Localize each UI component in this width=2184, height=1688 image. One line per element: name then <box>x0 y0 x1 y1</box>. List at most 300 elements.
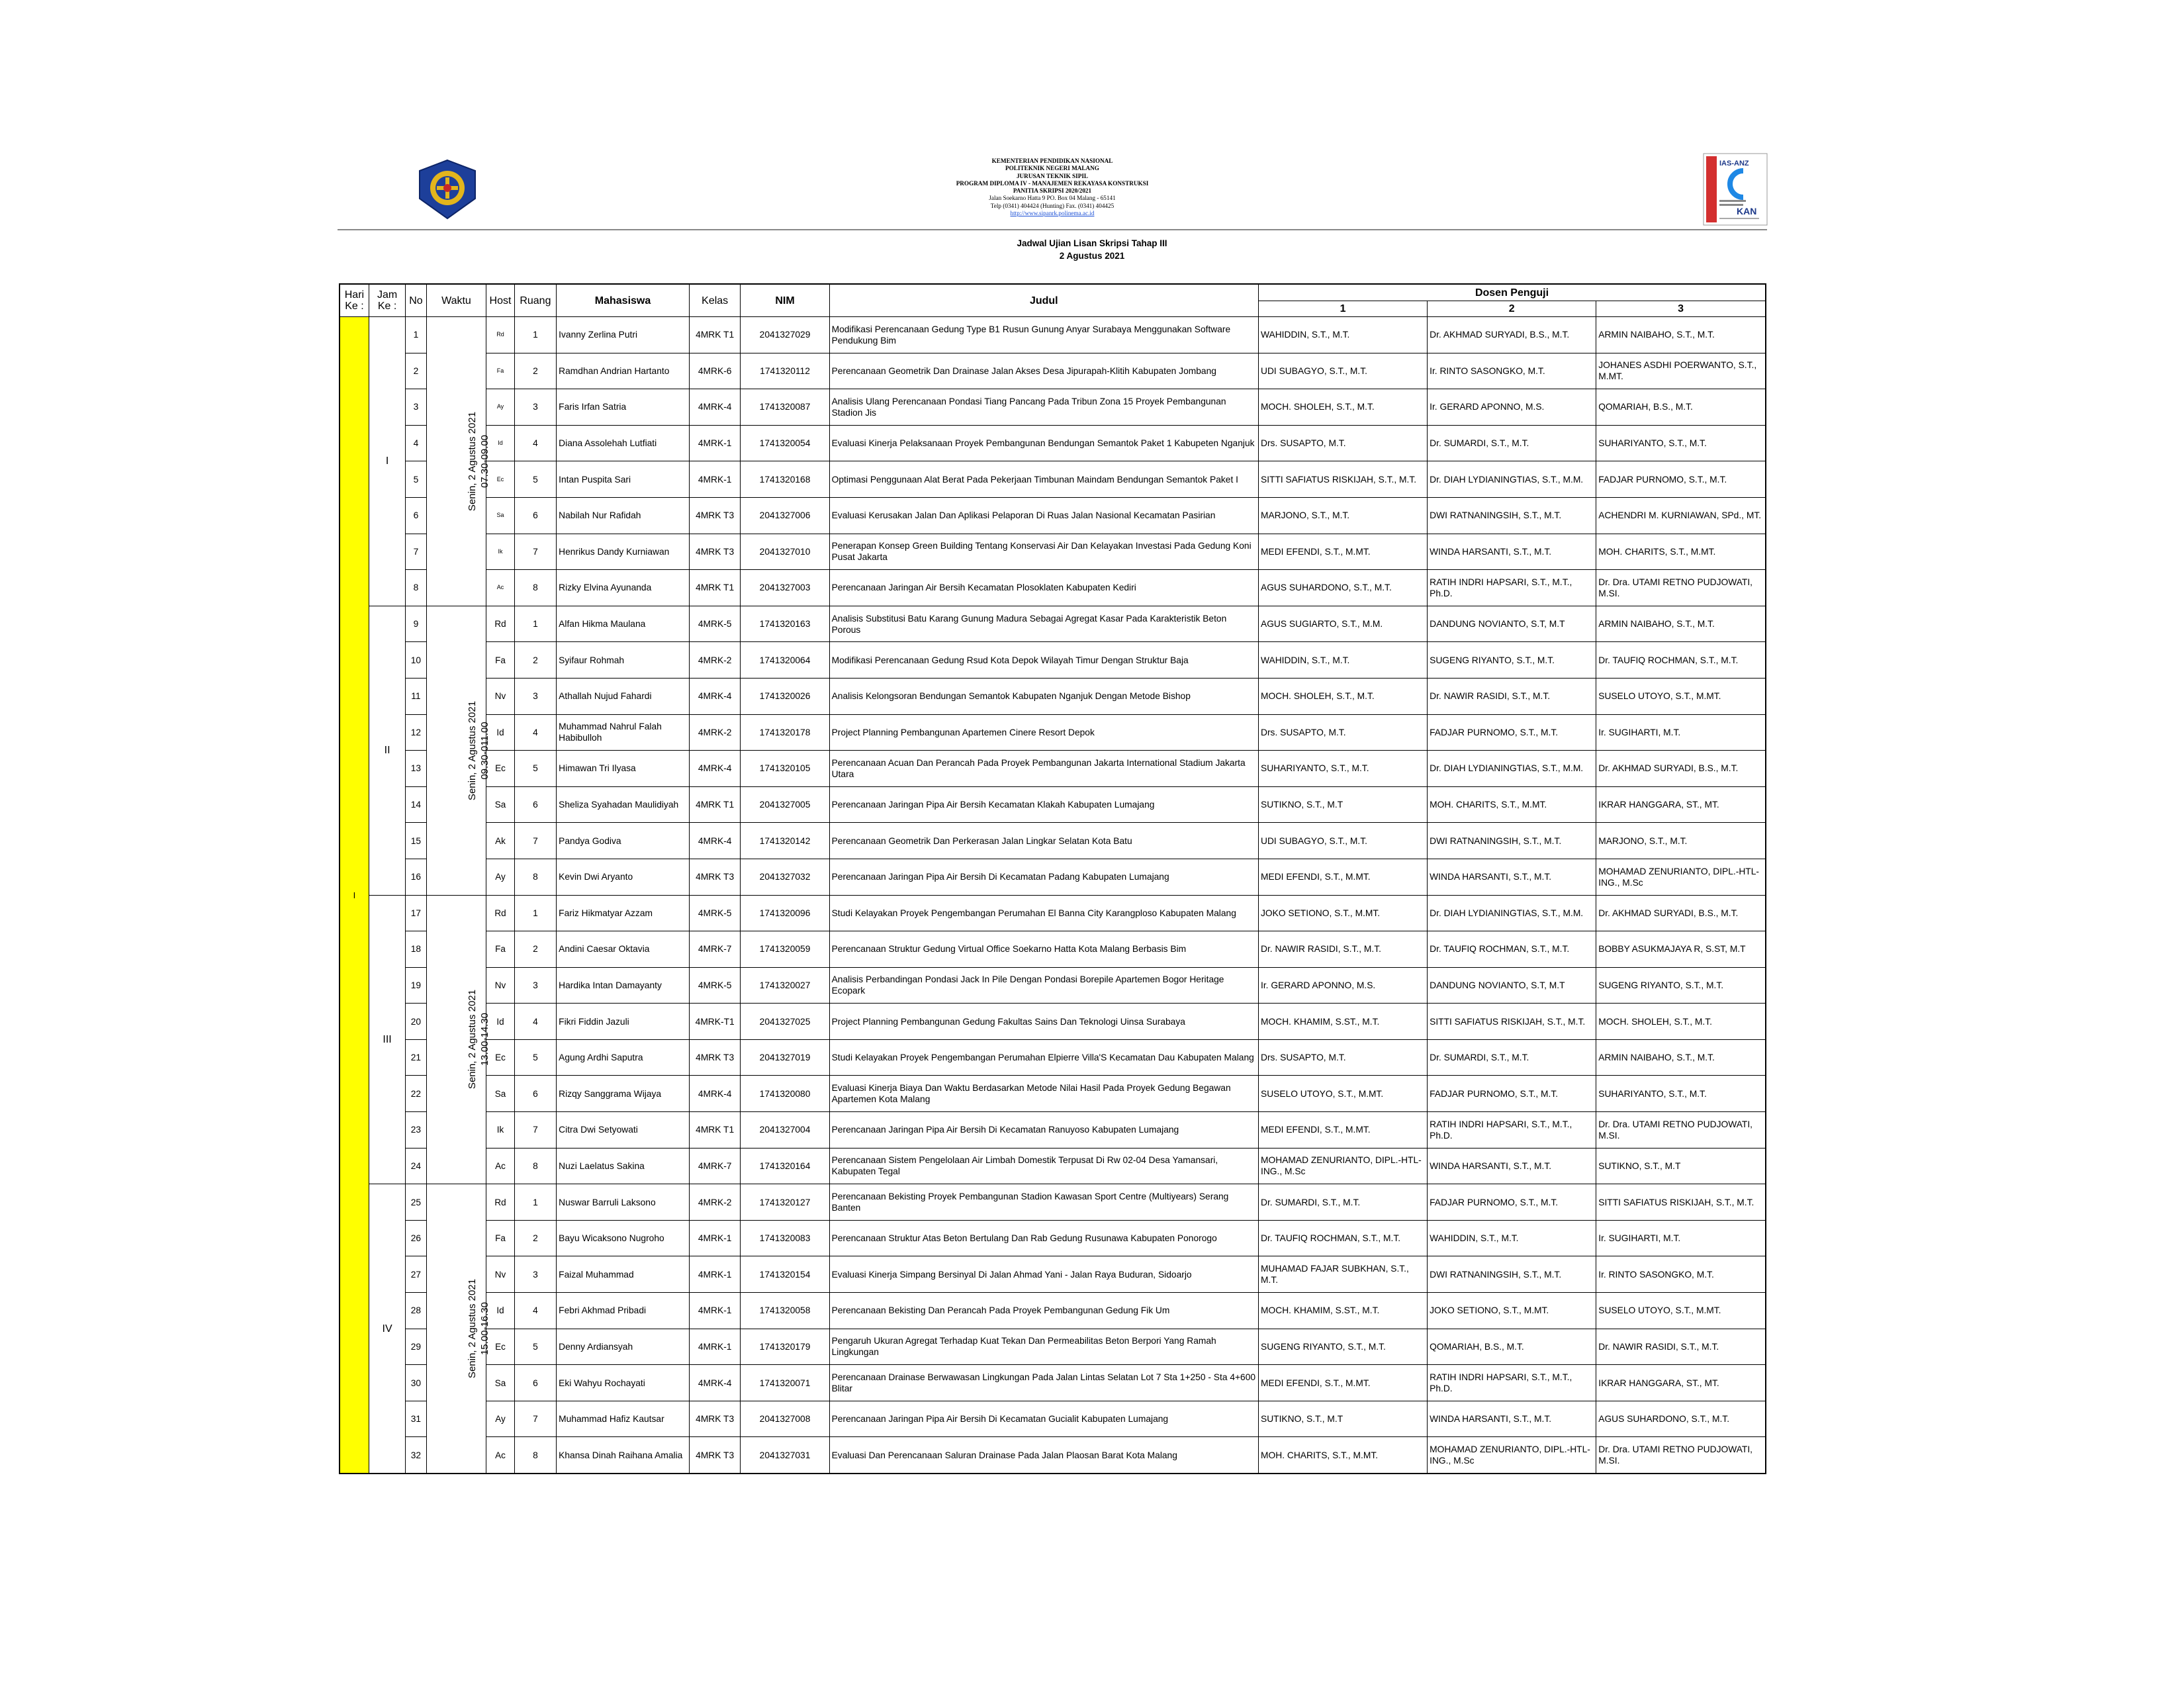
host-code: Ec <box>486 461 514 498</box>
student-nim: 1741320059 <box>741 931 829 968</box>
room-number: 8 <box>514 1437 557 1474</box>
row-number: 26 <box>406 1220 426 1256</box>
examiner-2: Dr. NAWIR RASIDI, S.T., M.T. <box>1428 678 1596 714</box>
kan-label: KAN <box>1737 206 1757 216</box>
thesis-title: Perencanaan Bekisting Proyek Pembangunan Stadion Kawasan Sport Centre (Multiyears) Serang Banten <box>829 1184 1258 1221</box>
thesis-title: Perencanaan Jaringan Pipa Air Bersih Di Kecamatan Gucialit Kabupaten Lumajang <box>829 1401 1258 1437</box>
letterhead <box>338 147 1767 232</box>
examiner-3: MARJONO, S.T., M.T. <box>1596 823 1766 859</box>
student-name: Fikri Fiddin Jazuli <box>557 1004 690 1040</box>
examiner-1: MEDI EFENDI, S.T., M.MT. <box>1259 1112 1428 1149</box>
examiner-2: FADJAR PURNOMO, S.T., M.T. <box>1428 1184 1596 1221</box>
examiner-3: QOMARIAH, B.S., M.T. <box>1596 389 1766 426</box>
examiner-1: SITTI SAFIATUS RISKIJAH, S.T., M.T. <box>1259 461 1428 498</box>
examiner-2: WINDA HARSANTI, S.T., M.T. <box>1428 1148 1596 1184</box>
room-number: 7 <box>514 823 557 859</box>
thesis-title: Perencanaan Acuan Dan Perancah Pada Proyek Pembangunan Jakarta International Stadium Jakarta Utara <box>829 751 1258 787</box>
host-code: Id <box>486 714 514 751</box>
examiner-1: MEDI EFENDI, S.T., M.MT. <box>1259 534 1428 570</box>
row-number: 14 <box>406 786 426 823</box>
row-number: 18 <box>406 931 426 968</box>
host-code: Nv <box>486 967 514 1004</box>
examiner-2: QOMARIAH, B.S., M.T. <box>1428 1329 1596 1365</box>
session-time-label <box>466 990 491 1089</box>
student-name: Muhammad Hafiz Kautsar <box>557 1401 690 1437</box>
examiner-3: ARMIN NAIBAHO, S.T., M.T. <box>1596 317 1766 353</box>
table-row <box>340 1220 1766 1256</box>
examiner-1: AGUS SUGIARTO, S.T., M.M. <box>1259 606 1428 642</box>
examiner-2: Dr. AKHMAD SURYADI, B.S., M.T. <box>1428 317 1596 353</box>
session-time <box>426 317 490 606</box>
host-code: Fa <box>486 1220 514 1256</box>
schedule-body <box>340 317 1766 1474</box>
examiner-3: ACHENDRI M. KURNIAWAN, SPd., MT. <box>1596 497 1766 534</box>
student-nim: 1741320112 <box>741 353 829 389</box>
room-number: 3 <box>514 1256 557 1293</box>
class-code: 4MRK-4 <box>689 823 741 859</box>
row-number: 7 <box>406 534 426 570</box>
examiner-2: WINDA HARSANTI, S.T., M.T. <box>1428 1401 1596 1437</box>
class-code: 4MRK T3 <box>689 497 741 534</box>
student-name: Athallah Nujud Fahardi <box>557 678 690 714</box>
class-code: 4MRK-7 <box>689 1148 741 1184</box>
host-code: Nv <box>486 678 514 714</box>
session-time-label <box>466 701 491 800</box>
examiner-1: MEDI EFENDI, S.T., M.MT. <box>1259 1365 1428 1401</box>
thesis-title: Studi Kelayakan Proyek Pengembangan Perumahan El Banna City Karangploso Kabupaten Malang <box>829 895 1258 931</box>
student-nim: 1741320080 <box>741 1076 829 1112</box>
host-code: Nv <box>486 1256 514 1293</box>
student-nim: 1741320163 <box>741 606 829 642</box>
host-code: Id <box>486 425 514 461</box>
class-code: 4MRK-T1 <box>689 1004 741 1040</box>
examiner-1: MOCH. KHAMIM, S.ST., M.T. <box>1259 1293 1428 1329</box>
thesis-title: Evaluasi Kinerja Simpang Bersinyal Di Jalan Ahmad Yani - Jalan Raya Buduran, Sidoarjo <box>829 1256 1258 1293</box>
class-code: 4MRK T1 <box>689 1112 741 1149</box>
class-code: 4MRK-1 <box>689 1293 741 1329</box>
thesis-title: Penerapan Konsep Green Building Tentang Konservasi Air Dan Kelayakan Investasi Pada Gedung Koni Pusat Jakarta <box>829 534 1258 570</box>
header-dosen-penguji: Dosen Penguji <box>1259 284 1766 301</box>
table-row <box>340 678 1766 714</box>
table-row <box>340 1256 1766 1293</box>
thesis-title: Modifikasi Perencanaan Gedung Type B1 Rusun Gunung Anyar Surabaya Menggunakan Software Pendukung Bim <box>829 317 1258 353</box>
student-name: Kevin Dwi Aryanto <box>557 859 690 895</box>
letterhead-line: JURUSAN TEKNIK SIPIL <box>1016 172 1089 179</box>
student-nim: 2041327019 <box>741 1039 829 1076</box>
host-code: Fa <box>486 931 514 968</box>
thesis-title: Modifikasi Perencanaan Gedung Rsud Kota Depok Wilayah Timur Dengan Struktur Baja <box>829 642 1258 679</box>
examiner-2: RATIH INDRI HAPSARI, S.T., M.T., Ph.D. <box>1428 570 1596 606</box>
header-hari: Hari Ke : <box>340 284 369 317</box>
examiner-3: AGUS SUHARDONO, S.T., M.T. <box>1596 1401 1766 1437</box>
letterhead-divider <box>338 229 1767 230</box>
examiner-2: WINDA HARSANTI, S.T., M.T. <box>1428 859 1596 895</box>
table-row <box>340 1329 1766 1365</box>
student-name: Intan Puspita Sari <box>557 461 690 498</box>
table-row <box>340 1437 1766 1474</box>
letterhead-text <box>338 158 1767 217</box>
examiner-2: JOKO SETIONO, S.T., M.MT. <box>1428 1293 1596 1329</box>
class-code: 4MRK-1 <box>689 1220 741 1256</box>
room-number: 2 <box>514 353 557 389</box>
session-number: II <box>369 606 405 895</box>
host-code: Rd <box>486 895 514 931</box>
table-row <box>340 751 1766 787</box>
examiner-1: WAHIDDIN, S.T., M.T. <box>1259 642 1428 679</box>
room-number: 6 <box>514 1076 557 1112</box>
table-row <box>340 1112 1766 1149</box>
row-number: 3 <box>406 389 426 426</box>
student-name: Nuzi Laelatus Sakina <box>557 1148 690 1184</box>
examiner-1: UDI SUBAGYO, S.T., M.T. <box>1259 823 1428 859</box>
student-name: Denny Ardiansyah <box>557 1329 690 1365</box>
class-code: 4MRK-4 <box>689 1076 741 1112</box>
examiner-2: DWI RATNANINGSIH, S.T., M.T. <box>1428 497 1596 534</box>
thesis-title: Analisis Ulang Perencanaan Pondasi Tiang Pancang Pada Tribun Zona 15 Proyek Pembangunan Stadion Jis <box>829 389 1258 426</box>
examiner-1: SUTIKNO, S.T., M.T <box>1259 1401 1428 1437</box>
student-name: Agung Ardhi Saputra <box>557 1039 690 1076</box>
table-row <box>340 497 1766 534</box>
table-row <box>340 1293 1766 1329</box>
examiner-2: Dr. TAUFIQ ROCHMAN, S.T., M.T. <box>1428 931 1596 968</box>
room-number: 3 <box>514 967 557 1004</box>
examiner-1: JOKO SETIONO, S.T., M.MT. <box>1259 895 1428 931</box>
session-hours: 15.00-16.30 <box>478 1302 490 1356</box>
student-name: Ivanny Zerlina Putri <box>557 317 690 353</box>
header-penguji-1: 1 <box>1259 301 1428 317</box>
student-nim: 2041327006 <box>741 497 829 534</box>
examiner-1: SUHARIYANTO, S.T., M.T. <box>1259 751 1428 787</box>
host-code: Ik <box>486 1112 514 1149</box>
table-row <box>340 389 1766 426</box>
student-name: Syifaur Rohmah <box>557 642 690 679</box>
host-code: Fa <box>486 353 514 389</box>
class-code: 4MRK-2 <box>689 642 741 679</box>
student-name: Nabilah Nur Rafidah <box>557 497 690 534</box>
row-number: 20 <box>406 1004 426 1040</box>
examiner-3: IKRAR HANGGARA, ST., MT. <box>1596 786 1766 823</box>
thesis-title: Perencanaan Jaringan Air Bersih Kecamatan Plosoklaten Kabupaten Kediri <box>829 570 1258 606</box>
student-nim: 2041327025 <box>741 1004 829 1040</box>
examiner-2: SUGENG RIYANTO, S.T., M.T. <box>1428 642 1596 679</box>
thesis-title: Perencanaan Drainase Berwawasan Lingkungan Pada Jalan Lintas Selatan Lot 7 Sta 1+250 - Sta 4+600 Blitar <box>829 1365 1258 1401</box>
session-date: Senin, 2 Agustus 2021 <box>466 990 478 1090</box>
room-number: 4 <box>514 1004 557 1040</box>
class-code: 4MRK T3 <box>689 1401 741 1437</box>
room-number: 5 <box>514 1329 557 1365</box>
student-nim: 1741320096 <box>741 895 829 931</box>
student-name: Faizal Muhammad <box>557 1256 690 1293</box>
host-code: Ec <box>486 1039 514 1076</box>
session-number: IV <box>369 1184 405 1474</box>
host-code: Ay <box>486 389 514 426</box>
examiner-2: FADJAR PURNOMO, S.T., M.T. <box>1428 1076 1596 1112</box>
day-cell: I <box>340 317 369 1474</box>
row-number: 32 <box>406 1437 426 1474</box>
examiner-3: SUSELO UTOYO, S.T., M.MT. <box>1596 1293 1766 1329</box>
examiner-1: UDI SUBAGYO, S.T., M.T. <box>1259 353 1428 389</box>
examiner-2: WINDA HARSANTI, S.T., M.T. <box>1428 534 1596 570</box>
host-code: Ac <box>486 1437 514 1474</box>
letterhead-line: PROGRAM DIPLOMA IV - MANAJEMEN REKAYASA KONSTRUKSI <box>956 179 1149 187</box>
examiner-3: Dr. AKHMAD SURYADI, B.S., M.T. <box>1596 751 1766 787</box>
examiner-2: DWI RATNANINGSIH, S.T., M.T. <box>1428 1256 1596 1293</box>
host-code: Sa <box>486 497 514 534</box>
thesis-title: Perencanaan Geometrik Dan Perkerasan Jalan Lingkar Selatan Kota Batu <box>829 823 1258 859</box>
class-code: 4MRK-5 <box>689 606 741 642</box>
examiner-1: Drs. SUSAPTO, M.T. <box>1259 714 1428 751</box>
examiner-2: Dr. DIAH LYDIANINGTIAS, S.T., M.M. <box>1428 461 1596 498</box>
class-code: 4MRK-2 <box>689 1184 741 1221</box>
examiner-1: Dr. SUMARDI, S.T., M.T. <box>1259 1184 1428 1221</box>
examiner-3: Ir. RINTO SASONGKO, M.T. <box>1596 1256 1766 1293</box>
examiner-2: RATIH INDRI HAPSARI, S.T., M.T., Ph.D. <box>1428 1112 1596 1149</box>
examiner-1: Ir. GERARD APONNO, M.S. <box>1259 967 1428 1004</box>
thesis-title: Evaluasi Dan Perencanaan Saluran Drainase Pada Jalan Plaosan Barat Kota Malang <box>829 1437 1258 1474</box>
row-number: 15 <box>406 823 426 859</box>
room-number: 4 <box>514 1293 557 1329</box>
class-code: 4MRK-4 <box>689 1365 741 1401</box>
student-nim: 1741320027 <box>741 967 829 1004</box>
examiner-1: SUSELO UTOYO, S.T., M.MT. <box>1259 1076 1428 1112</box>
student-nim: 1741320164 <box>741 1148 829 1184</box>
thesis-title: Perencanaan Geometrik Dan Drainase Jalan Akses Desa Jipurapah-Klitih Kabupaten Jombang <box>829 353 1258 389</box>
examiner-2: DANDUNG NOVIANTO, S.T, M.T <box>1428 967 1596 1004</box>
room-number: 8 <box>514 1148 557 1184</box>
class-code: 4MRK-2 <box>689 714 741 751</box>
examiner-3: BOBBY ASUKMAJAYA R, S.ST, M.T <box>1596 931 1766 968</box>
row-number: 25 <box>406 1184 426 1221</box>
row-number: 30 <box>406 1365 426 1401</box>
session-date: Senin, 2 Agustus 2021 <box>466 411 478 511</box>
examiner-3: ARMIN NAIBAHO, S.T., M.T. <box>1596 606 1766 642</box>
room-number: 5 <box>514 461 557 498</box>
letterhead-phone: Telp (0341) 404424 (Hunting) Fax. (0341) 404425 <box>990 202 1115 209</box>
letterhead-line: PANITIA SKRIPSI 2020/2021 <box>1013 187 1092 195</box>
student-nim: 2041327031 <box>741 1437 829 1474</box>
table-row <box>340 1401 1766 1437</box>
student-name: Eki Wahyu Rochayati <box>557 1365 690 1401</box>
room-number: 1 <box>514 606 557 642</box>
table-row <box>340 967 1766 1004</box>
examiner-3: FADJAR PURNOMO, S.T., M.T. <box>1596 461 1766 498</box>
schedule-title: Jadwal Ujian Lisan Skripsi Tahap III <box>1017 238 1167 248</box>
header-judul: Judul <box>829 284 1258 317</box>
examiner-3: SUHARIYANTO, S.T., M.T. <box>1596 425 1766 461</box>
class-code: 4MRK T1 <box>689 570 741 606</box>
student-name: Muhammad Nahrul Falah Habibulloh <box>557 714 690 751</box>
session-time <box>426 606 490 895</box>
table-row <box>340 570 1766 606</box>
session-date: Senin, 2 Agustus 2021 <box>466 700 478 800</box>
table-row <box>340 859 1766 895</box>
class-code: 4MRK T3 <box>689 1039 741 1076</box>
letterhead-line: KEMENTERIAN PENDIDIKAN NASIONAL <box>991 158 1113 164</box>
table-row <box>340 1148 1766 1184</box>
host-code: Ec <box>486 751 514 787</box>
student-name: Henrikus Dandy Kurniawan <box>557 534 690 570</box>
session-time-label <box>466 1279 491 1378</box>
room-number: 3 <box>514 389 557 426</box>
row-number: 12 <box>406 714 426 751</box>
table-row <box>340 1184 1766 1221</box>
row-number: 13 <box>406 751 426 787</box>
student-name: Pandya Godiva <box>557 823 690 859</box>
class-code: 4MRK-7 <box>689 931 741 968</box>
thesis-title: Optimasi Penggunaan Alat Berat Pada Pekerjaan Timbunan Maindam Bendungan Semantok Paket I <box>829 461 1258 498</box>
header-penguji-2: 2 <box>1428 301 1596 317</box>
examiner-1: MUHAMAD FAJAR SUBKHAN, S.T., M.T. <box>1259 1256 1428 1293</box>
examiner-2: Dr. DIAH LYDIANINGTIAS, S.T., M.M. <box>1428 895 1596 931</box>
examiner-1: SUTIKNO, S.T., M.T <box>1259 786 1428 823</box>
student-nim: 2041327008 <box>741 1401 829 1437</box>
row-number: 4 <box>406 425 426 461</box>
student-name: Diana Assolehah Lutfiati <box>557 425 690 461</box>
room-number: 8 <box>514 859 557 895</box>
table-row <box>340 461 1766 498</box>
examiner-3: MOHAMAD ZENURIANTO, DIPL.-HTL-ING., M.Sc <box>1596 859 1766 895</box>
examiner-2: WAHIDDIN, S.T., M.T. <box>1428 1220 1596 1256</box>
student-nim: 1741320179 <box>741 1329 829 1365</box>
row-number: 16 <box>406 859 426 895</box>
examiner-3: MOH. CHARITS, S.T., M.MT. <box>1596 534 1766 570</box>
examiner-1: MOHAMAD ZENURIANTO, DIPL.-HTL-ING., M.Sc <box>1259 1148 1428 1184</box>
row-number: 10 <box>406 642 426 679</box>
student-name: Alfan Hikma Maulana <box>557 606 690 642</box>
thesis-title: Perencanaan Struktur Gedung Virtual Office Soekarno Hatta Kota Malang Berbasis Bim <box>829 931 1258 968</box>
row-number: 17 <box>406 895 426 931</box>
examiner-2: Dr. DIAH LYDIANINGTIAS, S.T., M.M. <box>1428 751 1596 787</box>
thesis-title: Perencanaan Jaringan Pipa Air Bersih Kecamatan Klakah Kabupaten Lumajang <box>829 786 1258 823</box>
thesis-title: Pengaruh Ukuran Agregat Terhadap Kuat Tekan Dan Permeabilitas Beton Berpori Yang Ramah Lingkungan <box>829 1329 1258 1365</box>
examiner-1: MEDI EFENDI, S.T., M.MT. <box>1259 859 1428 895</box>
student-nim: 1741320168 <box>741 461 829 498</box>
thesis-title: Analisis Perbandingan Pondasi Jack In Pile Dengan Pondasi Borepile Apartemen Bogor Heritage Ecopark <box>829 967 1258 1004</box>
host-code: Sa <box>486 1076 514 1112</box>
student-nim: 1741320026 <box>741 678 829 714</box>
row-number: 11 <box>406 678 426 714</box>
examiner-3: Ir. SUGIHARTI, M.T. <box>1596 714 1766 751</box>
table-row <box>340 1365 1766 1401</box>
examiner-1: MOCH. SHOLEH, S.T., M.T. <box>1259 678 1428 714</box>
table-row <box>340 317 1766 353</box>
room-number: 4 <box>514 714 557 751</box>
host-code: Rd <box>486 317 514 353</box>
student-nim: 1741320142 <box>741 823 829 859</box>
class-code: 4MRK T3 <box>689 859 741 895</box>
student-nim: 1741320087 <box>741 389 829 426</box>
table-row <box>340 1004 1766 1040</box>
class-code: 4MRK-6 <box>689 353 741 389</box>
student-name: Andini Caesar Oktavia <box>557 931 690 968</box>
header-host: Host <box>486 284 514 317</box>
table-row <box>340 606 1766 642</box>
class-code: 4MRK-1 <box>689 1256 741 1293</box>
row-number: 29 <box>406 1329 426 1365</box>
session-date: Senin, 2 Agustus 2021 <box>466 1279 478 1379</box>
student-nim: 1741320154 <box>741 1256 829 1293</box>
row-number: 28 <box>406 1293 426 1329</box>
student-name: Febri Akhmad Pribadi <box>557 1293 690 1329</box>
class-code: 4MRK-5 <box>689 967 741 1004</box>
thesis-title: Perencanaan Struktur Atas Beton Bertulang Dan Rab Gedung Rusunawa Kabupaten Ponorogo <box>829 1220 1258 1256</box>
host-code: Sa <box>486 786 514 823</box>
host-code: Id <box>486 1004 514 1040</box>
examiner-1: Drs. SUSAPTO, M.T. <box>1259 425 1428 461</box>
examiner-2: FADJAR PURNOMO, S.T., M.T. <box>1428 714 1596 751</box>
room-number: 1 <box>514 317 557 353</box>
student-nim: 1741320058 <box>741 1293 829 1329</box>
thesis-title: Project Planning Pembangunan Apartemen Cinere Resort Depok <box>829 714 1258 751</box>
examiner-1: AGUS SUHARDONO, S.T., M.T. <box>1259 570 1428 606</box>
row-number: 1 <box>406 317 426 353</box>
session-time <box>426 895 490 1184</box>
class-code: 4MRK-1 <box>689 461 741 498</box>
room-number: 2 <box>514 1220 557 1256</box>
thesis-title: Perencanaan Bekisting Dan Perancah Pada Proyek Pembangunan Gedung Fik Um <box>829 1293 1258 1329</box>
examiner-3: SUTIKNO, S.T., M.T <box>1596 1148 1766 1184</box>
class-code: 4MRK-5 <box>689 895 741 931</box>
student-name: Citra Dwi Setyowati <box>557 1112 690 1149</box>
thesis-title: Evaluasi Kinerja Biaya Dan Waktu Berdasarkan Metode Nilai Hasil Pada Proyek Gedung Begawan Apartemen Kota Malang <box>829 1076 1258 1112</box>
room-number: 1 <box>514 1184 557 1221</box>
thesis-title: Perencanaan Jaringan Pipa Air Bersih Di Kecamatan Ranuyoso Kabupaten Lumajang <box>829 1112 1258 1149</box>
session-hours: 09.30-011.00 <box>478 721 490 780</box>
row-number: 21 <box>406 1039 426 1076</box>
student-nim: 2041327003 <box>741 570 829 606</box>
student-nim: 2041327005 <box>741 786 829 823</box>
thesis-title: Studi Kelayakan Proyek Pengembangan Perumahan Elpierre Villa'S Kecamatan Dau Kabupaten Malang <box>829 1039 1258 1076</box>
student-nim: 1741320178 <box>741 714 829 751</box>
table-row <box>340 1039 1766 1076</box>
thesis-title: Evaluasi Kerusakan Jalan Dan Aplikasi Pelaporan Di Ruas Jalan Nasional Kecamatan Pasirian <box>829 497 1258 534</box>
examiner-3: Ir. SUGIHARTI, M.T. <box>1596 1220 1766 1256</box>
examiner-2: Dr. SUMARDI, S.T., M.T. <box>1428 1039 1596 1076</box>
examiner-2: MOH. CHARITS, S.T., M.MT. <box>1428 786 1596 823</box>
row-number: 6 <box>406 497 426 534</box>
examiner-1: Dr. NAWIR RASIDI, S.T., M.T. <box>1259 931 1428 968</box>
examiner-1: Drs. SUSAPTO, M.T. <box>1259 1039 1428 1076</box>
examiner-2: DANDUNG NOVIANTO, S.T, M.T <box>1428 606 1596 642</box>
schedule-date: 2 Agustus 2021 <box>1059 251 1125 261</box>
letterhead-line: POLITEKNIK NEGERI MALANG <box>1005 165 1099 172</box>
session-number: I <box>369 317 405 606</box>
examiner-3: IKRAR HANGGARA, ST., MT. <box>1596 1365 1766 1401</box>
table-row <box>340 534 1766 570</box>
student-name: Rizky Elvina Ayunanda <box>557 570 690 606</box>
student-nim: 2041327004 <box>741 1112 829 1149</box>
examiner-1: MARJONO, S.T., M.T. <box>1259 497 1428 534</box>
examiner-3: Dr. NAWIR RASIDI, S.T., M.T. <box>1596 1329 1766 1365</box>
class-code: 4MRK-1 <box>689 1329 741 1365</box>
thesis-title: Perencanaan Sistem Pengelolaan Air Limbah Domestik Terpusat Di Rw 02-04 Desa Yamansari, Kabupaten Tegal <box>829 1148 1258 1184</box>
student-name: Ramdhan Andrian Hartanto <box>557 353 690 389</box>
host-code: Ec <box>486 1329 514 1365</box>
examiner-2: Dr. SUMARDI, S.T., M.T. <box>1428 425 1596 461</box>
host-code: Rd <box>486 1184 514 1221</box>
letterhead-link[interactable]: http://www.sipanrk.polinema.ac.id <box>1010 210 1095 217</box>
row-number: 24 <box>406 1148 426 1184</box>
row-number: 27 <box>406 1256 426 1293</box>
session-time <box>426 1184 490 1474</box>
student-nim: 1741320064 <box>741 642 829 679</box>
host-code: Id <box>486 1293 514 1329</box>
row-number: 9 <box>406 606 426 642</box>
document-title <box>0 237 2184 262</box>
table-row <box>340 714 1766 751</box>
student-name: Bayu Wicaksono Nugroho <box>557 1220 690 1256</box>
student-name: Rizqy Sanggrama Wijaya <box>557 1076 690 1112</box>
